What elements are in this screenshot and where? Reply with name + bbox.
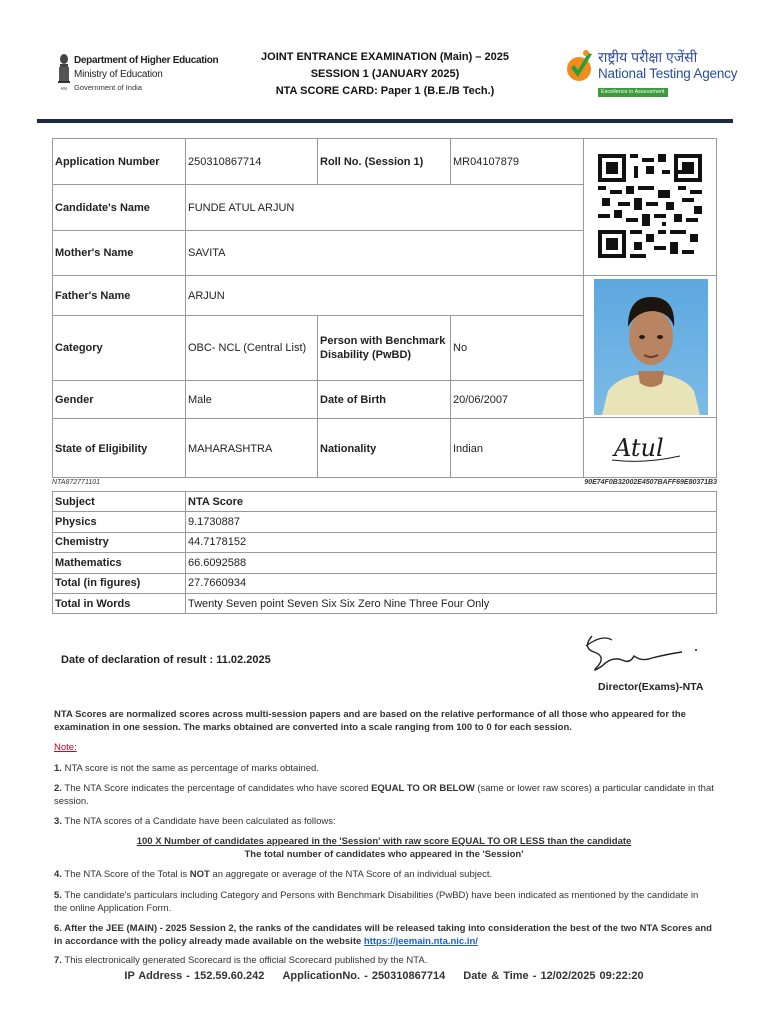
- candidate-details-table: [52, 138, 717, 478]
- moe-ministry-text: Ministry of Education: [74, 69, 163, 80]
- table-row: [53, 553, 717, 573]
- dob-label: Date of Birth: [318, 381, 451, 418]
- score-mathematics: 66.6092588: [186, 553, 717, 573]
- note-text: an aggregate or average of the NTA Score of an individual subject.: [209, 869, 493, 880]
- footer-datetime: Date & Time - 12/02/2025 09:22:20: [463, 970, 644, 982]
- table-row: [53, 512, 717, 532]
- nationality-value: Indian: [451, 419, 584, 478]
- note-number: 4.: [54, 869, 62, 880]
- dob-value: 20/06/2007: [451, 381, 584, 418]
- document-header: [0, 44, 768, 114]
- nta-score-header: NTA Score: [186, 492, 717, 512]
- national-emblem-icon: [57, 52, 71, 92]
- category-value: OBC- NCL (Central List): [186, 316, 318, 380]
- note-number: 2.: [54, 783, 62, 794]
- table-row: [53, 573, 717, 593]
- header-divider: [37, 119, 733, 123]
- nta-logo: [566, 48, 736, 98]
- note-heading: [54, 741, 714, 754]
- formula-numerator: 100 X Number of candidates appeared in the 'Session' with raw score EQUAL TO OR LESS than the candidate: [136, 836, 632, 847]
- footer-application-no: ApplicationNo. - 250310867714: [282, 970, 446, 982]
- table-row: [53, 418, 584, 478]
- table-row: [53, 492, 717, 512]
- note-text: The NTA Score indicates the percentage of candidates who have scored: [61, 783, 372, 794]
- nta-checkmark-icon: [566, 48, 594, 86]
- note-2: [54, 782, 714, 808]
- father-name-value: ARJUN: [186, 276, 584, 315]
- moe-dept-text: Department of Higher Education: [74, 55, 219, 66]
- verification-hash: 90E74F0B32002E4507BAFF69E80371B3: [584, 479, 717, 486]
- note-text: 6. After the JEE (MAIN) - 2025 Session 2, the ranks of the candidates will be released taking into consideration the best of the two NTA Scores and in accordance with the policy already made available on the website: [54, 923, 712, 947]
- total-figures-value: 27.7660934: [186, 573, 717, 593]
- note-emphasis: NOT: [189, 869, 210, 880]
- subject-chemistry: Chemistry: [53, 532, 186, 552]
- director-signature: [572, 626, 702, 678]
- father-name-label: Father's Name: [53, 276, 186, 315]
- jeemain-website-link[interactable]: https://jeemain.nta.nic.in/: [363, 936, 478, 947]
- roll-no-value: MR04107879: [451, 139, 584, 184]
- total-words-label: Total in Words: [53, 593, 186, 613]
- moe-logo: [57, 52, 219, 96]
- note-label: Note:: [54, 742, 77, 753]
- table-row: [53, 139, 584, 184]
- table-row: [53, 593, 717, 613]
- formula-denominator: The total number of candidates who appeared in the 'Session': [244, 849, 524, 860]
- note-text: NTA score is not the same as percentage of marks obtained.: [61, 763, 319, 774]
- table-row: [53, 532, 717, 552]
- subject-mathematics: Mathematics: [53, 553, 186, 573]
- nta-hindi-name: राष्ट्रीय परीक्षा एजेंसी: [598, 49, 698, 65]
- director-label: Director(Exams)-NTA: [598, 681, 704, 693]
- nta-english-name: National Testing Agency: [598, 66, 738, 81]
- note-3: [54, 815, 714, 828]
- gender-value: Male: [186, 381, 318, 418]
- table-row: [53, 230, 584, 275]
- nationality-label: Nationality: [318, 419, 451, 478]
- mother-name-value: SAVITA: [186, 231, 584, 275]
- candidate-photo: [594, 279, 708, 415]
- svg-text:Atul: Atul: [614, 434, 664, 462]
- state-value: MAHARASHTRA: [186, 419, 318, 478]
- nta-barcode-id: NTA872771101: [52, 479, 100, 486]
- nta-tagline: Excellence in Assessment: [598, 88, 668, 97]
- pwbd-label: Person with Benchmark Disability (PwBD): [318, 316, 451, 380]
- table-row: [53, 184, 584, 230]
- note-number: 7.: [54, 955, 62, 966]
- gender-label: Gender: [53, 381, 186, 418]
- exam-title: [200, 49, 570, 100]
- score-physics: 9.1730887: [186, 512, 717, 532]
- note-text: The NTA scores of a Candidate have been calculated as follows:: [61, 816, 336, 827]
- exam-title-line3: NTA SCORE CARD: Paper 1 (B.E./B Tech.): [275, 85, 495, 97]
- category-label: Category: [53, 316, 186, 380]
- application-number-value: 250310867714: [186, 139, 318, 184]
- table-row: [53, 275, 584, 315]
- note-text: (same or lower raw scores) a particular candidate in that session.: [54, 783, 714, 807]
- subject-physics: Physics: [53, 512, 186, 532]
- ip-address: IP Address - 152.59.60.242: [124, 970, 265, 982]
- subject-header: Subject: [53, 492, 186, 512]
- footer-info: [0, 970, 768, 982]
- candidate-name-label: Candidate's Name: [53, 185, 186, 230]
- note-text: This electronically generated Scorecard is the official Scorecard published by the NTA.: [61, 955, 428, 966]
- signature-cell: [584, 417, 717, 478]
- notes-intro: NTA Scores are normalized scores across multi-session papers and are based on the relative performance of all those who appeared for the examination in one session. The marks obtained are converted into a scale ranging from 100 to 0 for each session.: [54, 709, 686, 733]
- note-text: The NTA Score of the Total is: [61, 869, 190, 880]
- note-number: 1.: [54, 763, 62, 774]
- note-7: [54, 954, 714, 967]
- note-number: 5.: [54, 890, 62, 901]
- candidate-name-value: FUNDE ATUL ARJUN: [186, 185, 584, 230]
- note-number: 3.: [54, 816, 62, 827]
- note-emphasis: EQUAL TO OR BELOW: [371, 783, 475, 794]
- state-label: State of Eligibility: [53, 419, 186, 478]
- svg-text:सत्य: सत्य: [60, 86, 68, 91]
- table-row: [53, 380, 584, 418]
- candidate-signature: [584, 418, 717, 479]
- note-text: The candidate's particulars including Category and Persons with Benchmark Disabilities (PwBD) have been indicated as mentioned by the candidate in the online Application Form.: [54, 890, 699, 914]
- moe-govt-text: Government of India: [74, 83, 142, 92]
- total-figures-label: Total (in figures): [53, 573, 186, 593]
- note-5: [54, 889, 714, 915]
- score-chemistry: 44.7178152: [186, 532, 717, 552]
- exam-title-line2: SESSION 1 (JANUARY 2025): [310, 68, 460, 80]
- mother-name-label: Mother's Name: [53, 231, 186, 275]
- roll-no-label: Roll No. (Session 1): [318, 139, 451, 184]
- application-number-label: Application Number: [53, 139, 186, 184]
- exam-title-line1: JOINT ENTRANCE EXAMINATION (Main) – 2025: [261, 51, 509, 63]
- declaration-date: Date of declaration of result : 11.02.2025: [61, 654, 271, 666]
- qr-code-icon: [598, 151, 702, 261]
- note-1: [54, 762, 714, 775]
- total-words-value: Twenty Seven point Seven Six Six Zero Nine Three Four Only: [186, 593, 717, 613]
- note-4: [54, 868, 714, 881]
- table-row: [53, 315, 584, 380]
- score-table: [52, 491, 717, 614]
- note-6: [54, 922, 714, 948]
- pwbd-value: No: [451, 316, 584, 380]
